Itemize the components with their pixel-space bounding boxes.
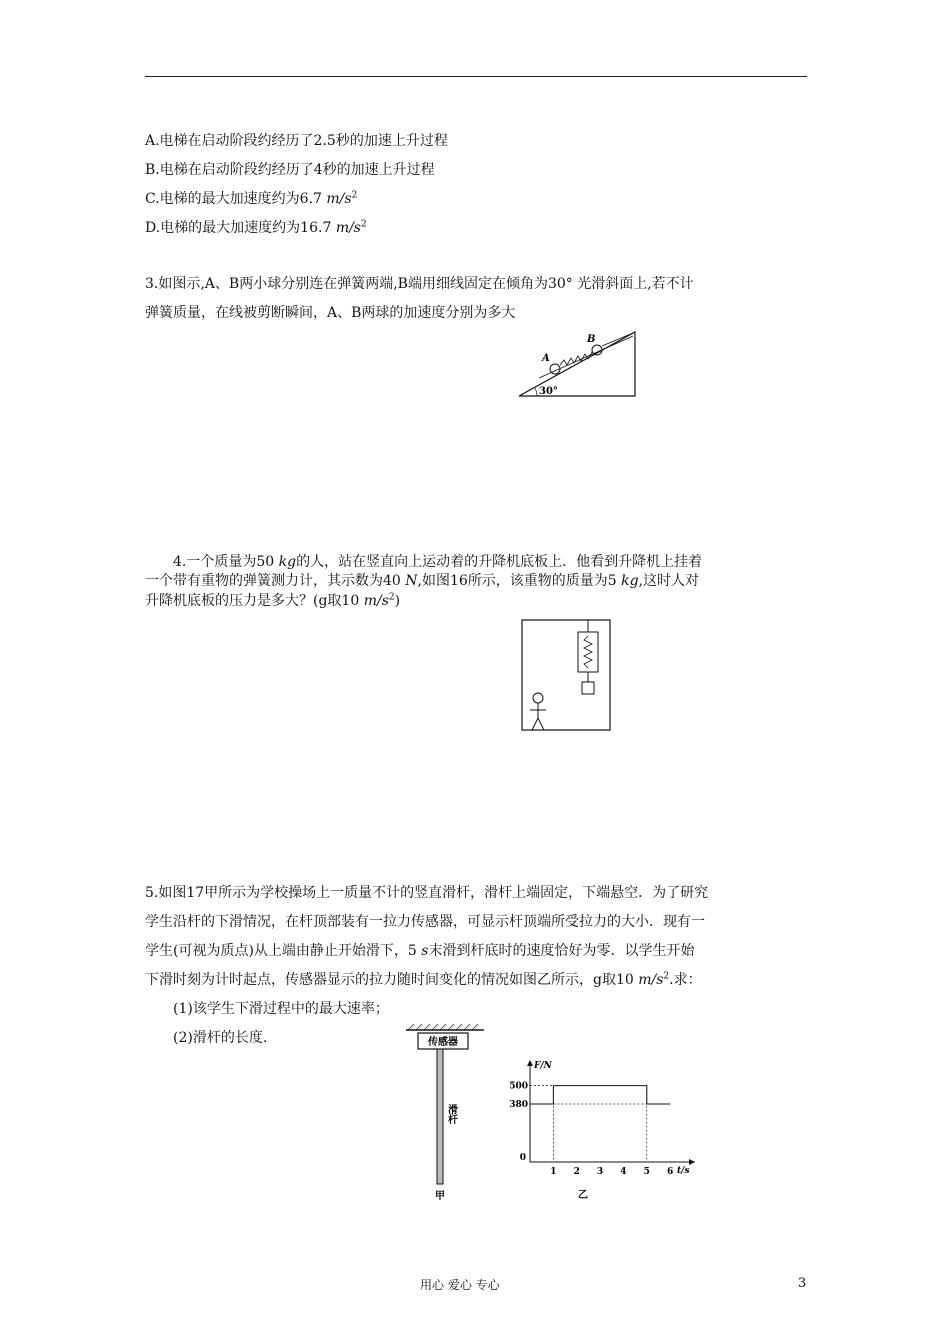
q5-exp: 2 — [663, 971, 670, 982]
q5-unit-s: s — [421, 943, 429, 959]
person-leg-right — [538, 718, 544, 730]
q4-unit-n: N — [405, 573, 418, 589]
q2-option-c — [145, 190, 357, 208]
q4-unit-accel: m/s — [363, 593, 389, 609]
q4-line-2 — [145, 572, 699, 590]
rod-figure — [400, 1024, 490, 1204]
rod — [437, 1049, 443, 1184]
q4-unit-kg: kg — [278, 554, 297, 570]
q2-option-d-exp: 2 — [361, 219, 367, 230]
q2-option-b: B.电梯在启动阶段约经历了4秒的加速上升过程 — [145, 162, 435, 178]
q2-option-d — [145, 219, 367, 237]
q4-line-2b: ,如图16所示，该重物的质量为5 — [417, 573, 622, 589]
q4-line-1b: 的人，站在竖直向上运动着的升降机底板上．他看到升降机上挂着 — [296, 554, 703, 570]
x-axis-arrow — [689, 1159, 695, 1165]
q2-option-d-unit: m/s — [335, 220, 361, 236]
elevator-figure — [520, 618, 612, 733]
weight-block — [582, 682, 594, 694]
q4-line-3a: 升降机底板的压力是多大？(g取10 — [145, 593, 364, 609]
dashed-guides — [530, 1086, 647, 1162]
incline-figure — [515, 330, 640, 400]
person-leg-left — [532, 718, 538, 730]
page-number: 3 — [798, 1276, 807, 1291]
y-axis-label: F/N — [534, 1061, 552, 1071]
q5-sub-2: (2)滑杆的长度. — [173, 1030, 268, 1046]
fig-right-caption: 乙 — [578, 1190, 588, 1201]
fig-left-caption: 甲 — [435, 1191, 445, 1202]
x-tick-6: 6 — [666, 1167, 674, 1177]
sensor-label: 传感器 — [428, 1037, 458, 1048]
thread — [602, 333, 633, 346]
x-tick-2: 2 — [573, 1167, 580, 1177]
x-tick-labels — [520, 1153, 674, 1177]
q5-line-2: 学生沿杆的下滑情况，在杆顶部装有一拉力传感器，可显示杆顶端所受拉力的大小．现有一 — [145, 914, 705, 930]
q5-line-4b: .求： — [669, 972, 702, 988]
x-tick-3: 3 — [596, 1167, 604, 1177]
q4-line-1 — [173, 553, 702, 571]
q5-line-3a: 学生(可视为质点)从上端由静止开始滑下，5 — [145, 943, 422, 959]
x-axis-label: t/s — [677, 1166, 690, 1176]
y-tick-380: 380 — [509, 1099, 528, 1110]
label-a: A — [542, 353, 550, 364]
x-tick-1: 1 — [550, 1167, 557, 1177]
q5-line-3b: 末滑到杆底时的速度恰好为零．以学生开始 — [428, 943, 695, 959]
force-time-chart — [505, 1052, 700, 1202]
q2-option-c-unit: m/s — [326, 191, 352, 207]
y-axis-arrow — [527, 1060, 533, 1066]
q3-line-1: 3.如图示,A、B两小球分别连在弹簧两端,B端用细线固定在倾角为30° 光滑斜面上,若不计 — [145, 276, 694, 292]
scale-spring — [584, 636, 592, 668]
q5-line-4a: 下滑时刻为计时起点，传感器显示的拉力随时间变化的情况如图乙所示，g取10 — [145, 972, 639, 988]
spring-scale — [578, 632, 598, 672]
q2-option-d-text: D.电梯的最大加速度约为16.7 — [145, 220, 336, 236]
header-rule — [145, 76, 807, 77]
y-tick-500: 500 — [509, 1081, 528, 1092]
series-force-line — [530, 1086, 670, 1104]
x-tick-5: 5 — [643, 1167, 650, 1177]
q3-line-2: 弹簧质量，在线被剪断瞬间，A、B两球的加速度分别为多大 — [145, 305, 516, 321]
q4-line-2c: ,这时人对 — [638, 573, 700, 589]
q4-line-1a: 4.一个质量为50 — [173, 554, 279, 570]
q5-line-1: 5.如图17甲所示为学校操场上一质量不计的竖直滑杆，滑杆上端固定，下端悬空．为了研究 — [145, 885, 709, 901]
angle-arc — [535, 388, 537, 396]
q5-sub-1: (1)该学生下滑过程中的最大速率； — [173, 1001, 389, 1017]
q2-option-c-exp: 2 — [351, 190, 358, 201]
y-tick-labels — [509, 1082, 528, 1110]
q4-line-3 — [145, 592, 400, 610]
elevator-box — [522, 620, 610, 730]
q2-option-c-text: C.电梯的最大加速度约为6.7 — [145, 191, 327, 207]
x-tick-0: 0 — [519, 1153, 526, 1163]
q2-option-a: A.电梯在启动阶段约经历了2.5秒的加速上升过程 — [145, 133, 448, 149]
angle-label: 30° — [539, 386, 558, 397]
incline-top-line — [539, 336, 633, 378]
q4-line-2a: 一个带有重物的弹簧测力计，其示数为40 — [145, 573, 406, 589]
ceiling-hatch — [408, 1024, 478, 1030]
x-tick-4: 4 — [620, 1167, 627, 1177]
person-head — [533, 693, 543, 703]
rod-label: 滑杆 — [445, 1104, 457, 1124]
incline-triangle — [519, 332, 635, 396]
label-b: B — [587, 334, 596, 345]
q5-line-3 — [145, 942, 694, 960]
q5-line-4 — [145, 971, 702, 989]
q4-exp: 2 — [388, 592, 395, 603]
q4-unit-kg2: kg — [621, 573, 639, 589]
footer-text: 用心 爱心 专心 — [420, 1278, 500, 1292]
q4-line-3b: ) — [394, 593, 401, 609]
q5-unit-accel: m/s — [638, 972, 664, 988]
